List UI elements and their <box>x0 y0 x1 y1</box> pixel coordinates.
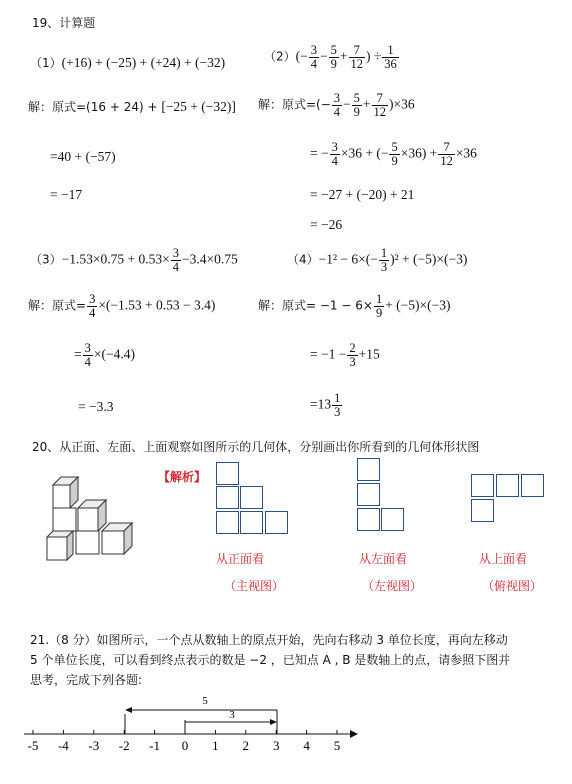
number-line <box>20 690 360 760</box>
s3-line3: = −3.3 <box>78 399 114 414</box>
p1-expr: (+16) + (−25) + (+24) + (−32) <box>61 55 226 70</box>
axis-ticks <box>28 730 341 753</box>
view-label-left: 从左面看 <box>359 552 408 566</box>
s4-line3: =13 $\frac{1}{3}$ <box>310 391 341 420</box>
q20-title: 20、从正面、左面、上面观察如图所示的几何体，分别画出你所看到的几何体形状图 <box>32 440 480 454</box>
axis-arrow <box>350 730 358 738</box>
q19-p3: （3）−1.53×0.75 + 0.53× $\frac{3}{4}$ −3.4×0.75 <box>30 246 238 275</box>
axis-tick-label: 1 <box>212 738 219 753</box>
q19-p4: （4）−1² − 6×(− $\frac{1}{3}$ )² + (−5)×(−3) <box>287 246 468 275</box>
small-arrow-head <box>270 719 277 725</box>
s3-line2: = $\frac{3}{4}$ ×(−4.4) <box>74 341 135 370</box>
axis-tick-label: -3 <box>88 738 100 753</box>
axis-tick-label: -5 <box>27 738 39 753</box>
q21-line1: 21.（8 分）如图所示，一个点从数轴上的原点开始，先向右移动 3 单位长度，再向左移动 <box>30 633 508 647</box>
view-sub-left: （左视图） <box>362 579 423 593</box>
q19-title: 19、计算题 <box>32 16 96 30</box>
top-view <box>471 474 549 528</box>
big-arrow-head <box>125 707 132 713</box>
view-label-top: 从上面看 <box>479 552 528 566</box>
view-sub-front: （主视图） <box>224 579 285 593</box>
q19-p2: （2）(− $\frac{3}{4}$ − $\frac{5}{9}$ + $\frac{7}{12}$ ) ÷ $\frac{1}{36}$ <box>264 43 397 72</box>
p2-frac1: $\frac{3}{4}$ <box>310 43 317 72</box>
p1-label: （1） <box>30 56 62 70</box>
view-label-front: 从正面看 <box>216 552 265 566</box>
s4-line2: = −1 − $\frac{2}{3}$ +15 <box>310 341 380 370</box>
q21-line2: 5 个单位长度，可以看到终点表示的数是 −2 ，已知点 A , B 是数轴上的点，请参照下图并 <box>30 653 511 667</box>
s2-line2: = − $\frac{3}{4}$ ×36 + (− $\frac{5}{9}$ ×36) + $\frac{7}{12}$ ×36 <box>310 140 477 169</box>
s1-line2: =40 + (−57) <box>50 149 116 164</box>
p2-open: (− <box>295 48 308 64</box>
small-arrow-label: 3 <box>229 709 235 721</box>
q21-line3: 思考，完成下列各题: <box>30 673 143 687</box>
p2-label: （2） <box>264 49 296 64</box>
s2-line1: 解：原式=(− $\frac{3}{4}$ − $\frac{5}{9}$ + $\frac{7}{12}$ )×36 <box>258 91 415 120</box>
answer-tag: 【解析】 <box>158 470 207 484</box>
s4-line1: 解：原式= −1 − 6× $\frac{1}{9}$ + (−5)×(−3) <box>258 292 451 321</box>
s1-bracket: [−25 + (−32)] <box>161 99 236 114</box>
p2-frac4: $\frac{1}{36}$ <box>384 43 397 72</box>
s1-line1: 解：原式=(16 + 24) + [−25 + (−32)] <box>28 99 236 114</box>
view-sub-top: （俯视图） <box>482 579 543 593</box>
axis-tick-label: 0 <box>181 738 189 753</box>
big-arrow-label: 5 <box>202 695 208 707</box>
s3-line1: 解：原式= $\frac{3}{4}$ ×(−1.53 + 0.53 − 3.4) <box>28 292 216 321</box>
axis-tick-label: 3 <box>272 738 280 753</box>
left-view <box>357 458 409 536</box>
s1-line3: = −17 <box>50 187 83 202</box>
q19-p1 <box>30 52 225 71</box>
p2-frac2: $\frac{5}{9}$ <box>330 43 337 72</box>
axis-tick-label: 4 <box>303 738 310 753</box>
axis-tick-label: -2 <box>118 738 130 753</box>
axis-tick-label: 5 <box>333 738 341 753</box>
front-view <box>216 462 292 538</box>
solid-figure <box>40 470 140 570</box>
axis-tick-label: -4 <box>57 738 69 753</box>
axis-tick-label: -1 <box>149 738 161 753</box>
s2-line3: = −27 + (−20) + 21 <box>310 187 415 202</box>
s2-line4: = −26 <box>310 217 343 232</box>
axis-tick-label: 2 <box>242 738 250 753</box>
p2-frac3: $\frac{7}{12}$ <box>350 43 363 72</box>
